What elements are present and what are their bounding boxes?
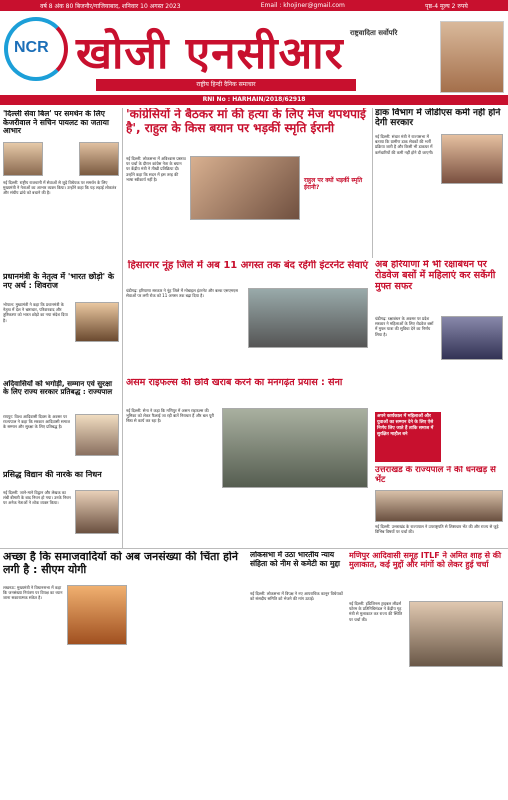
story-text: नई दिल्ली: उत्तराखंड के राज्यपाल ने उपराष्ट्रपति से शिष्टाचार भेंट की और राज्य से जुड़े विभिन्न विषयों पर चर्चा की।	[375, 524, 499, 535]
story-uttarakhand-governor	[375, 466, 505, 548]
date-bar	[0, 0, 508, 11]
headline: अच्छा है कि समाजवादियों को अब जनसंख्या की चिंता होने लगी है : सीएम योगी	[3, 551, 238, 576]
subtitle-strip: राष्ट्रीय हिन्दी दैनिक समाचार	[96, 79, 356, 91]
nuh-photo	[248, 288, 368, 348]
row-divider	[0, 548, 508, 549]
column-divider	[372, 108, 373, 258]
email-info: Email : khojiner@gmail.com	[260, 2, 345, 9]
column-divider	[122, 108, 123, 548]
story-itlf-amit-shah	[349, 551, 505, 797]
highlighted-quote: अपने कार्यकाल में महिलाओं और युवाओं का सम्मान देने के लिए ऐसे निर्णय लिए जाते हैं ताकि समाज में सुरक्षित माहौल बने	[375, 412, 441, 462]
story-text: नई दिल्ली: सेना ने कहा कि मणिपुर में असम राइफल्स की भूमिका को लेकर फैलाई जा रही बातें निराधार हैं और बल पूरी निष्ठा से कार्य कर रहा है।	[126, 408, 214, 424]
yogi-photo	[67, 585, 127, 645]
story-tribal-governor	[3, 380, 120, 466]
story-delhi-service-bill	[3, 110, 120, 230]
pilot-photo	[79, 142, 119, 176]
story-text: चंडीगढ़: रक्षाबंधन के अवसर पर प्रदेश सरकार ने महिलाओं के लिए रोडवेज बसों में मुफ्त यात्रा की सुविधा देने का निर्णय लिया है।	[375, 316, 434, 337]
newspaper-title: खोजी एनसीआर	[76, 28, 344, 79]
story-text: लखनऊ: मुख्यमंत्री ने विधानसभा में कहा कि जनसंख्या नियंत्रण पर विपक्ष का ध्यान जाना सकारात्मक संकेत है।	[3, 585, 63, 601]
governor-photo	[75, 414, 119, 456]
headline: डाक विभाग में जीडीएस कमी नहीं होने देगी सरकार	[375, 108, 501, 129]
story-obituary	[3, 470, 120, 546]
story-haryana-bus	[375, 260, 505, 410]
story-text: रायपुर: विश्व आदिवासी दिवस के अवसर पर राज्यपाल ने कहा कि सरकार आदिवासी समाज के सम्मान और सुरक्षा के लिए प्रतिबद्ध है।	[3, 414, 70, 430]
story-text: नई दिल्ली: संचार मंत्री ने राज्यसभा में बताया कि ग्रामीण डाक सेवकों की भर्ती प्रक्रिया जारी है और किसी भी डाकघर में कर्मचारियों की कमी नहीं होने दी जाएगी।	[375, 134, 434, 155]
lead-headline: 'कांग्रेसियों ने बैठकर मां की हत्या के लिए मेज थपथपाई है', राहुल के किस बयान पर भड़कीं स्मृति ईरानी	[126, 108, 366, 135]
headline: उत्तराखंड के राज्यपाल ने की धनखड़ से भेंट	[375, 466, 496, 485]
story-text: नई दिल्ली: लोकसभा में विपक्ष ने नए आपराधिक कानून विधेयकों को संसदीय समिति को भेजने की मांग उठाई।	[250, 591, 343, 602]
headline: असम राइफल्स की छवि खराब करने का मनगढ़ंत प्रयास : सेना	[126, 378, 343, 388]
story-text: चंडीगढ़: हरियाणा सरकार ने नूंह जिले में मोबाइल इंटरनेट और बल्क एसएमएस सेवाओं पर लगी रोक को 11 अगस्त तक बढ़ा दिया है।	[126, 288, 238, 299]
kejriwal-photo	[3, 142, 43, 176]
story-assam-rifles	[126, 378, 370, 546]
story-postal-gds	[375, 108, 505, 258]
rni-number: RNI No : HARHAIN/2018/62918	[0, 95, 508, 105]
manipur-photo	[222, 408, 368, 488]
amit-shah-photo	[409, 601, 503, 667]
minister-photo	[441, 134, 503, 184]
tagline: राष्ट्रवादिता सर्वोपरि	[350, 29, 398, 37]
smriti-irani-photo	[190, 156, 300, 220]
masthead	[0, 11, 508, 95]
headline: हिसारगर नूंह जिले में अब 11 अगस्त तक बंद रहेंगी इंटरनेट सेवाएं	[127, 260, 369, 271]
headline: प्रधानमंत्री के नेतृत्व में 'भारत छोड़ो' के नए अर्थ : शिवराज	[3, 272, 115, 291]
shivraj-photo	[75, 302, 119, 342]
story-nyay-sanhita	[250, 551, 346, 797]
headline: अब हरियाणा में भी रक्षाबंधन पर रोडवेज बसों में महिलाएं कर सकेंगी मुफ्त सफर	[375, 260, 496, 292]
story-shivraj	[3, 272, 120, 352]
story-text: नई दिल्ली: जाने-माने विद्वान और लेखक का लंबी बीमारी के बाद निधन हो गया। उनके निधन पर अनेक नेताओं ने शोक व्यक्त किया।	[3, 490, 71, 506]
story-text: नई दिल्ली: इंडिजिनस ट्राइबल लीडर्स फोरम के प्रतिनिधिमंडल ने केंद्रीय गृह मंत्री से मुलाकात कर राज्य की स्थिति पर चर्चा की।	[349, 601, 402, 622]
story-cm-yogi	[3, 551, 247, 797]
story-smriti-irani	[126, 108, 370, 258]
story-text: नई दिल्ली: राष्ट्रीय राजधानी में सेवाओं से जुड़े विधेयक पर समर्थन के लिए मुख्यमंत्री ने नेताओं का आभार व्यक्त किया। उन्होंने कहा कि यह लड़ाई लोकतंत्र और संघीय ढांचे को बचाने की है।	[3, 180, 117, 196]
price-info: पृष्ठ-4 मूल्य 2 रुपये	[425, 2, 468, 10]
headline: मणिपुर आदिवासी समूह ITLF ने अमित शाह से की मुलाकात, कई मुद्दों और मांगों को लेकर हुई चर्चा	[349, 551, 502, 570]
header-portrait-photo	[440, 21, 504, 93]
story-text: नई दिल्ली: लोकसभा में अविश्वास प्रस्ताव पर चर्चा के दौरान कांग्रेस नेता के बयान पर केंद्रीय मंत्री ने तीखी प्रतिक्रिया दी। उन्होंने कहा कि सदन में इस तरह की भाषा स्वीकार्य नहीं है।	[126, 156, 186, 182]
issue-info: वर्ष 8 अंक 80 बिजनौर/गाजियाबाद, शनिवार 10 अगस्त 2023	[40, 2, 181, 10]
headline: 'दिल्ली सेवा बिल' पर समर्थन के लिए केजरीवाल ने सचिन पायलट का जताया आभार	[3, 110, 109, 136]
headline: लोकसभा में उठा भारतीय न्याय संहिता को नीम से कमेटी का मुद्दा	[250, 551, 340, 568]
obituary-photo	[75, 490, 119, 534]
headline: प्रसिद्ध विद्यान की नारके का निधन	[3, 470, 102, 479]
story-text: भोपाल: मुख्यमंत्री ने कहा कि प्रधानमंत्री के नेतृत्व में देश ने भ्रष्टाचार, परिवारवाद और तुष्टिकरण को भारत छोड़ो का नया संदेश दिया है।	[3, 302, 68, 323]
story-nuh-internet	[126, 260, 370, 376]
bus-photo	[441, 316, 503, 360]
headline: अदिवासियों को भगोड़ी, सम्मान एवं सुरक्षा के लिए राज्य सरकार प्रतिबद्ध : राज्यपाल	[3, 380, 113, 397]
ncr-logo: NCR	[14, 39, 49, 56]
question-box: राहुल पर क्यों भड़कीं स्मृति ईरानी?	[304, 177, 363, 191]
governor-meeting-photo	[375, 490, 503, 522]
